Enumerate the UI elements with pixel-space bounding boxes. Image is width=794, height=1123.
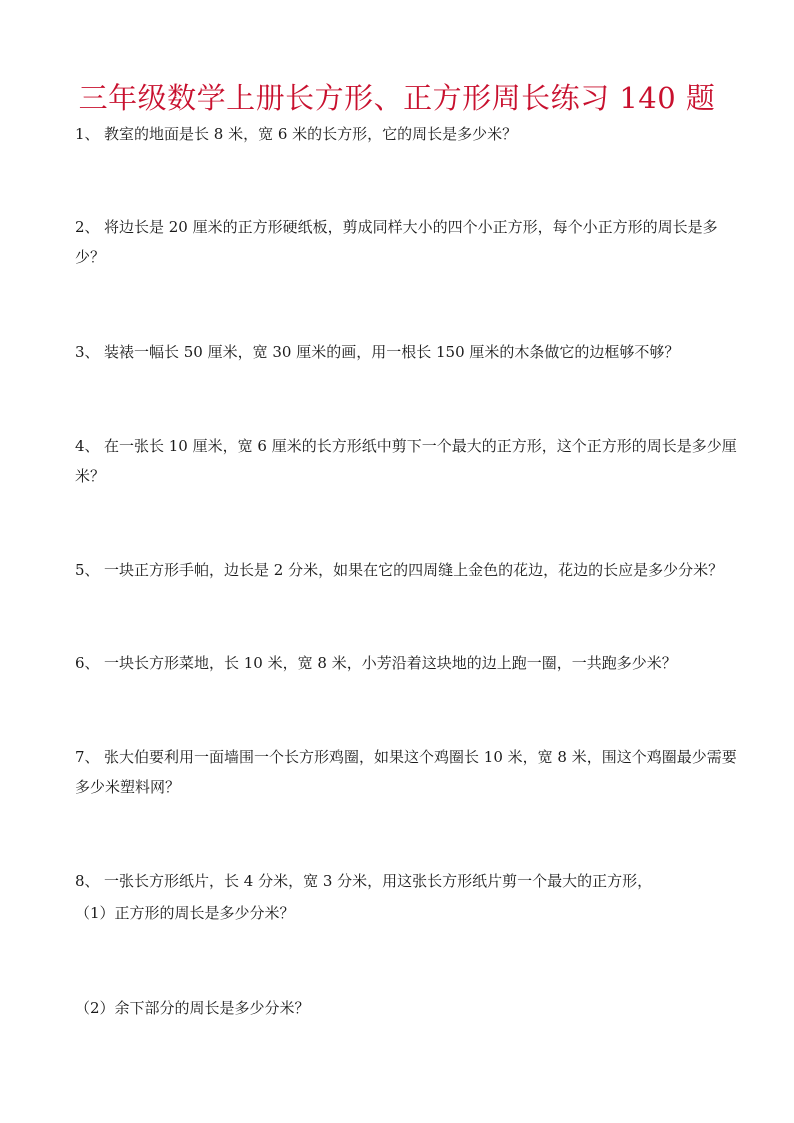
- question-text: 张大伯要利用一面墙围一个长方形鸡圈，如果这个鸡圈长 10 米，宽 8 米，围这个鸡圈最少需要多少米塑料网？: [75, 748, 737, 796]
- sub-question-1: （1）正方形的周长是多少分米？: [75, 904, 295, 922]
- question-number: 2、: [75, 218, 100, 236]
- question-text: 将边长是 20 厘米的正方形硬纸板，剪成同样大小的四个小正方形，每个小正方形的周长是多少？: [75, 218, 718, 266]
- question-text: 一块正方形手帕，边长是 2 分米，如果在它的四周缝上金色的花边，花边的长应是多少分米？: [104, 561, 724, 579]
- question-8: [75, 866, 741, 896]
- question-text: 一块长方形菜地，长 10 米，宽 8 米，小芳沿着这块地的边上跑一圈，一共跑多少米？: [104, 654, 677, 672]
- question-number: 7、: [75, 748, 100, 766]
- question-3: [75, 337, 741, 367]
- question-text: 一张长方形纸片，长 4 分米，宽 3 分米，用这张长方形纸片剪一个最大的正方形，: [104, 872, 653, 890]
- question-number: 3、: [75, 343, 100, 361]
- question-number: 1、: [75, 125, 100, 143]
- page-title: 三年级数学上册长方形、正方形周长练习 140 题: [78, 81, 716, 115]
- question-number: 8、: [75, 872, 100, 890]
- question-number: 4、: [75, 437, 100, 455]
- question-number: 6、: [75, 654, 100, 672]
- sub-question-2: （2）余下部分的周长是多少分米？: [75, 999, 310, 1017]
- question-6: [75, 648, 741, 678]
- question-text: 装裱一幅长 50 厘米，宽 30 厘米的画，用一根长 150 厘米的木条做它的边框够不够？: [104, 343, 680, 361]
- question-text: 在一张长 10 厘米，宽 6 厘米的长方形纸中剪下一个最大的正方形，这个正方形的周长是多少厘米？: [75, 437, 737, 485]
- question-1: [75, 119, 741, 149]
- question-2: [75, 212, 741, 272]
- question-7: [75, 742, 741, 802]
- question-number: 5、: [75, 561, 100, 579]
- question-5: [75, 555, 741, 585]
- question-4: [75, 431, 741, 491]
- question-text: 教室的地面是长 8 米，宽 6 米的长方形，它的周长是多少米？: [104, 125, 518, 143]
